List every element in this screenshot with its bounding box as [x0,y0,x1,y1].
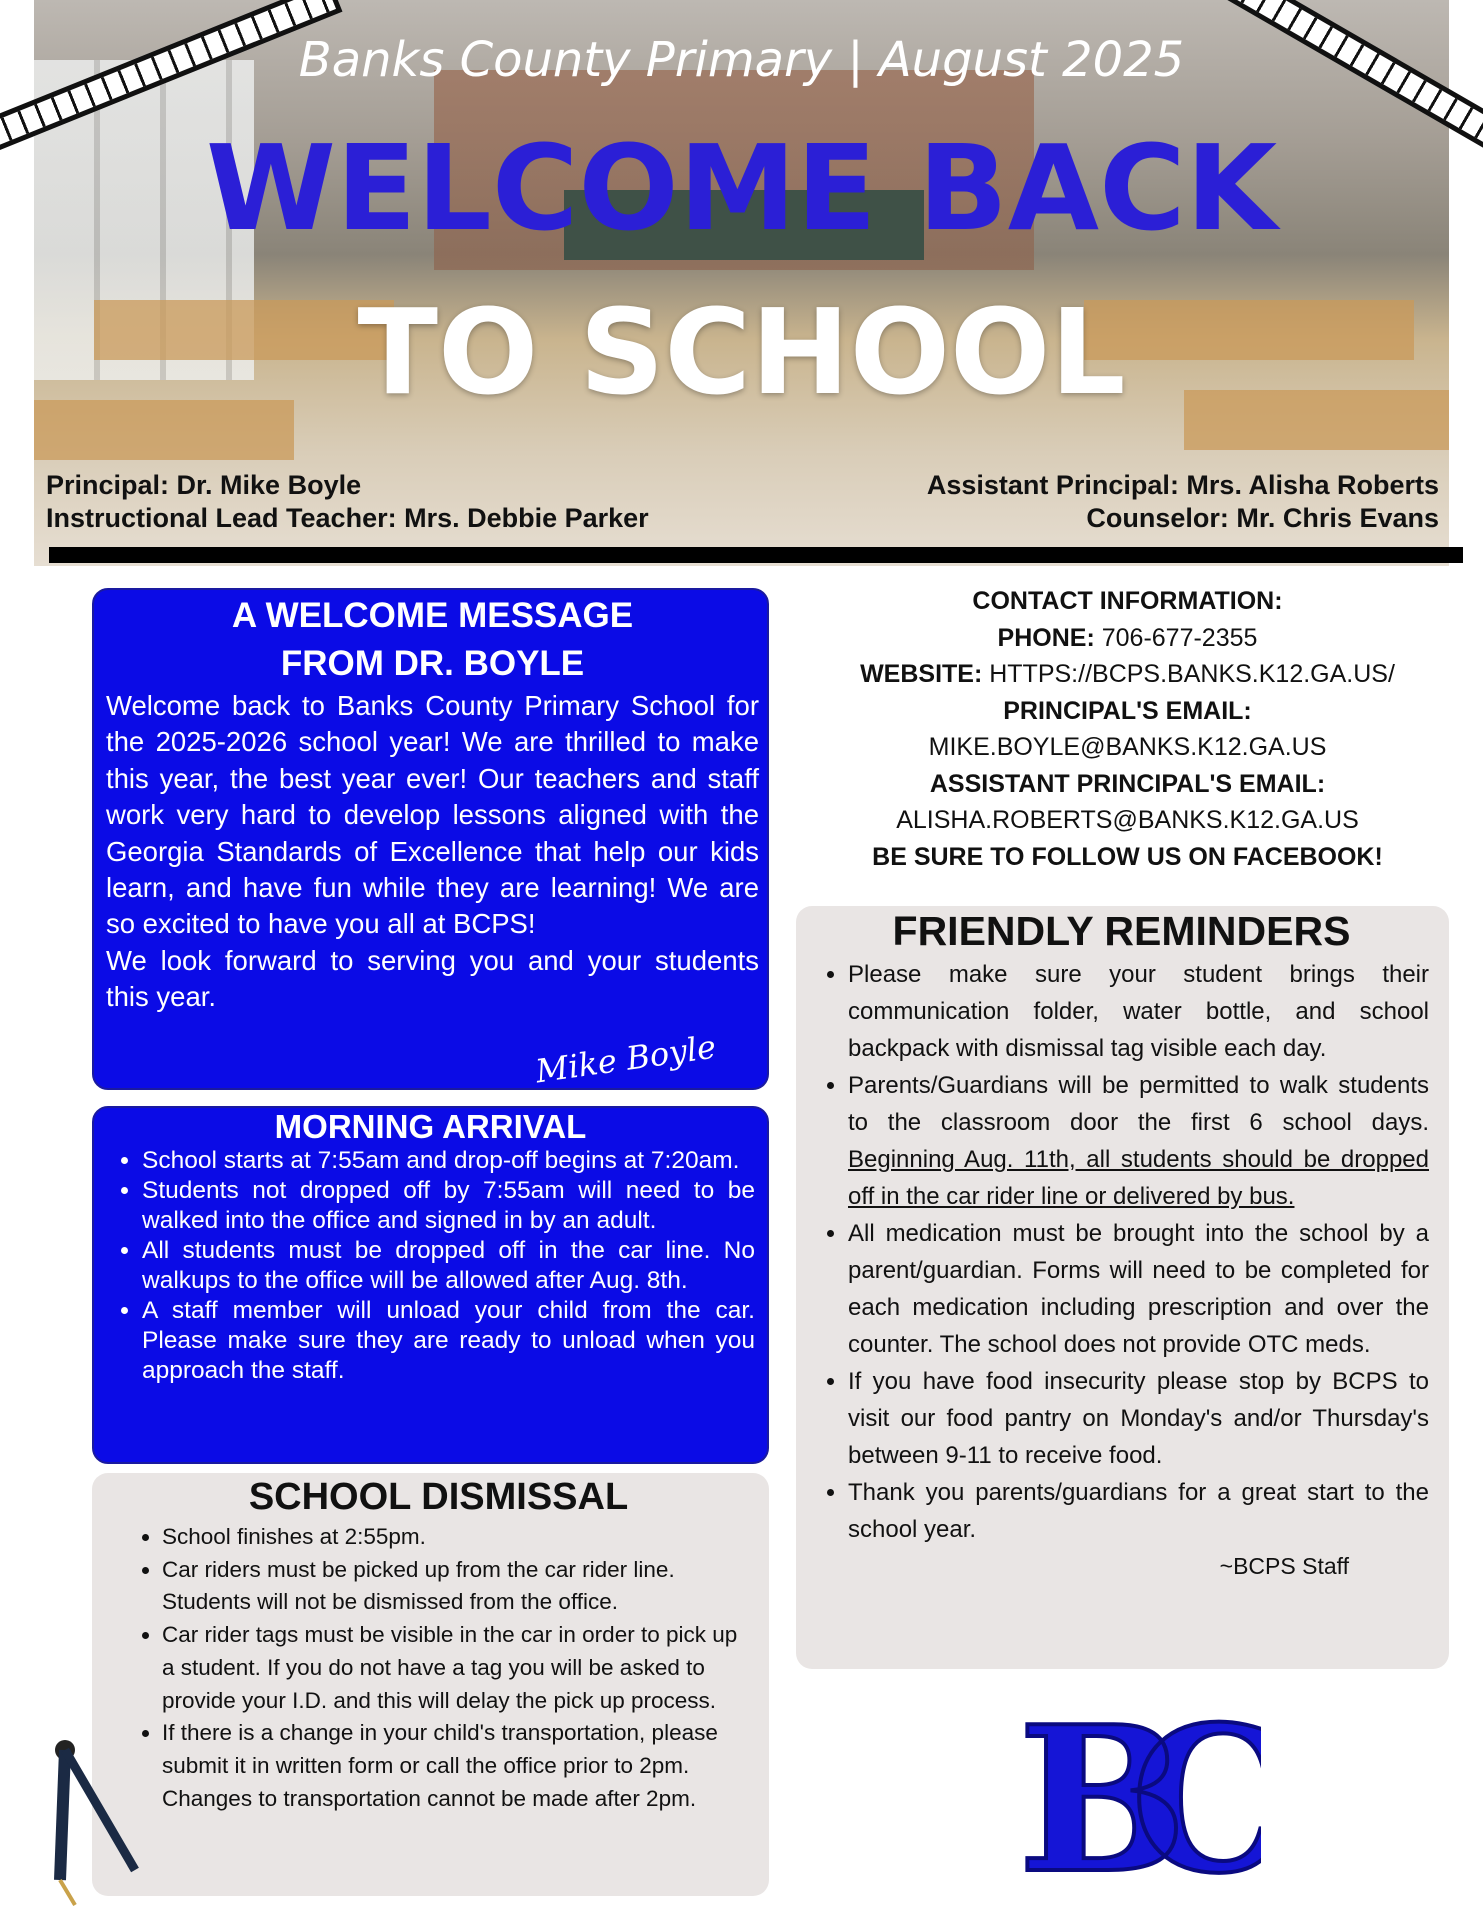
list-item: • Car rider tags must be visible in the car in order to pick up a student. If you do not have a tag you will be asked to provide your I.D. and this will delay the pick up process. [162,1619,755,1717]
ap-email-label: ASSISTANT PRINCIPAL'S EMAIL: [929,769,1326,798]
list-item: • School starts at 7:55am and drop-off begins at 7:20am. [142,1146,755,1176]
welcome-message-box [92,588,769,1090]
list-item: • If you have food insecurity please stop by BCPS to visit our food pantry on Monday's and/or Thursday's between 9-11 to receive food. [848,1363,1429,1474]
ilt-name: Instructional Lead Teacher: Mrs. Debbie Parker [46,503,649,533]
welcome-body: Welcome back to Banks County Primary School for the 2025-2026 school year! We are thrilled to make this year, the best year ever! Our teachers and staff work very hard to develop lessons aligned with the Georgia Standards of Excellence that help our kids learn, and have fun while they are learning! We are so excited to have you all at BCPS! [106,690,759,940]
list-item: • Students not dropped off by 7:55am will need to be walked into the office and signed in by an adult. [142,1176,755,1236]
list-item: • Parents/Guardians will be permitted to walk students to the classroom door the first 6 school days. Beginning Aug. 11th, all students should be dropped off in the car rider line or delivered by bus. [848,1067,1429,1215]
website-label: WEBSITE: [860,660,983,688]
morning-title: MORNING ARRIVAL [274,1108,587,1145]
principal-name: Principal: Dr. Mike Boyle [46,470,362,500]
phone-number[interactable]: 706-677-2355 [1101,623,1258,652]
phone-label: PHONE: [997,623,1095,652]
headline-to-school: TO SCHOOL [357,283,1126,421]
school-dismissal-box [92,1473,769,1896]
ap-email[interactable]: ALISHA.ROBERTS@BANKS.K12.GA.US [896,806,1359,834]
facebook-note: BE SURE TO FOLLOW US ON FACEBOOK! [872,842,1383,871]
website-link[interactable]: HTTPS://BCPS.BANKS.K12.GA.US/ [989,660,1395,688]
list-item: • If there is a change in your child's transportation, please submit it in written form or call the office prior to 2pm. Changes to transportation cannot be made after 2pm. [162,1717,755,1815]
list-item: • All medication must be brought into the school by a parent/guardian. Forms will need to be completed for each medication including prescription and over the counter. The school does not provide OTC meds. [848,1215,1429,1363]
divider-bar [49,547,1463,563]
principal-email-label: PRINCIPAL'S EMAIL: [1003,696,1252,725]
staff-left [46,469,649,535]
reminders-title: FRIENDLY REMINDERS [892,908,1351,954]
contact-title: CONTACT INFORMATION: [972,587,1283,615]
friendly-reminders-box [796,906,1449,1669]
list-item: • School finishes at 2:55pm. [162,1521,755,1554]
dismissal-title: SCHOOL DISMISSAL [248,1476,629,1518]
staff-right [927,469,1439,535]
underlined-note: Beginning Aug. 11th, all students should be dropped off in the car rider line or delivered by bus. [848,1146,1429,1210]
reminders-signature: ~BCPS Staff [1219,1553,1349,1579]
ap-name: Assistant Principal: Mrs. Alisha Roberts [926,470,1439,500]
headline-welcome-back: WELCOME BACK [205,119,1278,257]
list-item: • Please make sure your student brings their communication folder, water bottle, and school backpack with dismissal tag visible each day. [848,956,1429,1067]
list-item: • A staff member will unload your child from the car. Please make sure they are ready to unload when you approach the staff. [142,1296,755,1386]
principal-email[interactable]: MIKE.BOYLE@BANKS.K12.GA.US [928,733,1327,761]
counselor-name: Counselor: Mr. Chris Evans [1086,503,1439,533]
svg-text:BC: BC [1018,1700,1230,1892]
header-photo [34,0,1449,566]
compass-icon [30,1730,140,1910]
list-item: • All students must be dropped off in the car line. No walkups to the office will be allowed after Aug. 8th. [142,1236,755,1296]
signature: Mike Boyle [533,1027,719,1091]
bc-logo [998,1700,1261,1892]
newsletter-title: Banks County Primary | August 2025 [298,32,1185,88]
morning-arrival-box [92,1106,769,1464]
contact-information [800,583,1455,875]
welcome-title: A WELCOME MESSAGE FROM DR. BOYLE [231,596,634,683]
list-item: • Car riders must be picked up from the car rider line. Students will not be dismissed from the office. [162,1554,755,1619]
welcome-body-2: We look forward to serving you and your students this year. [106,944,759,1013]
list-item: • Thank you parents/guardians for a great start to the school year. [848,1474,1429,1548]
